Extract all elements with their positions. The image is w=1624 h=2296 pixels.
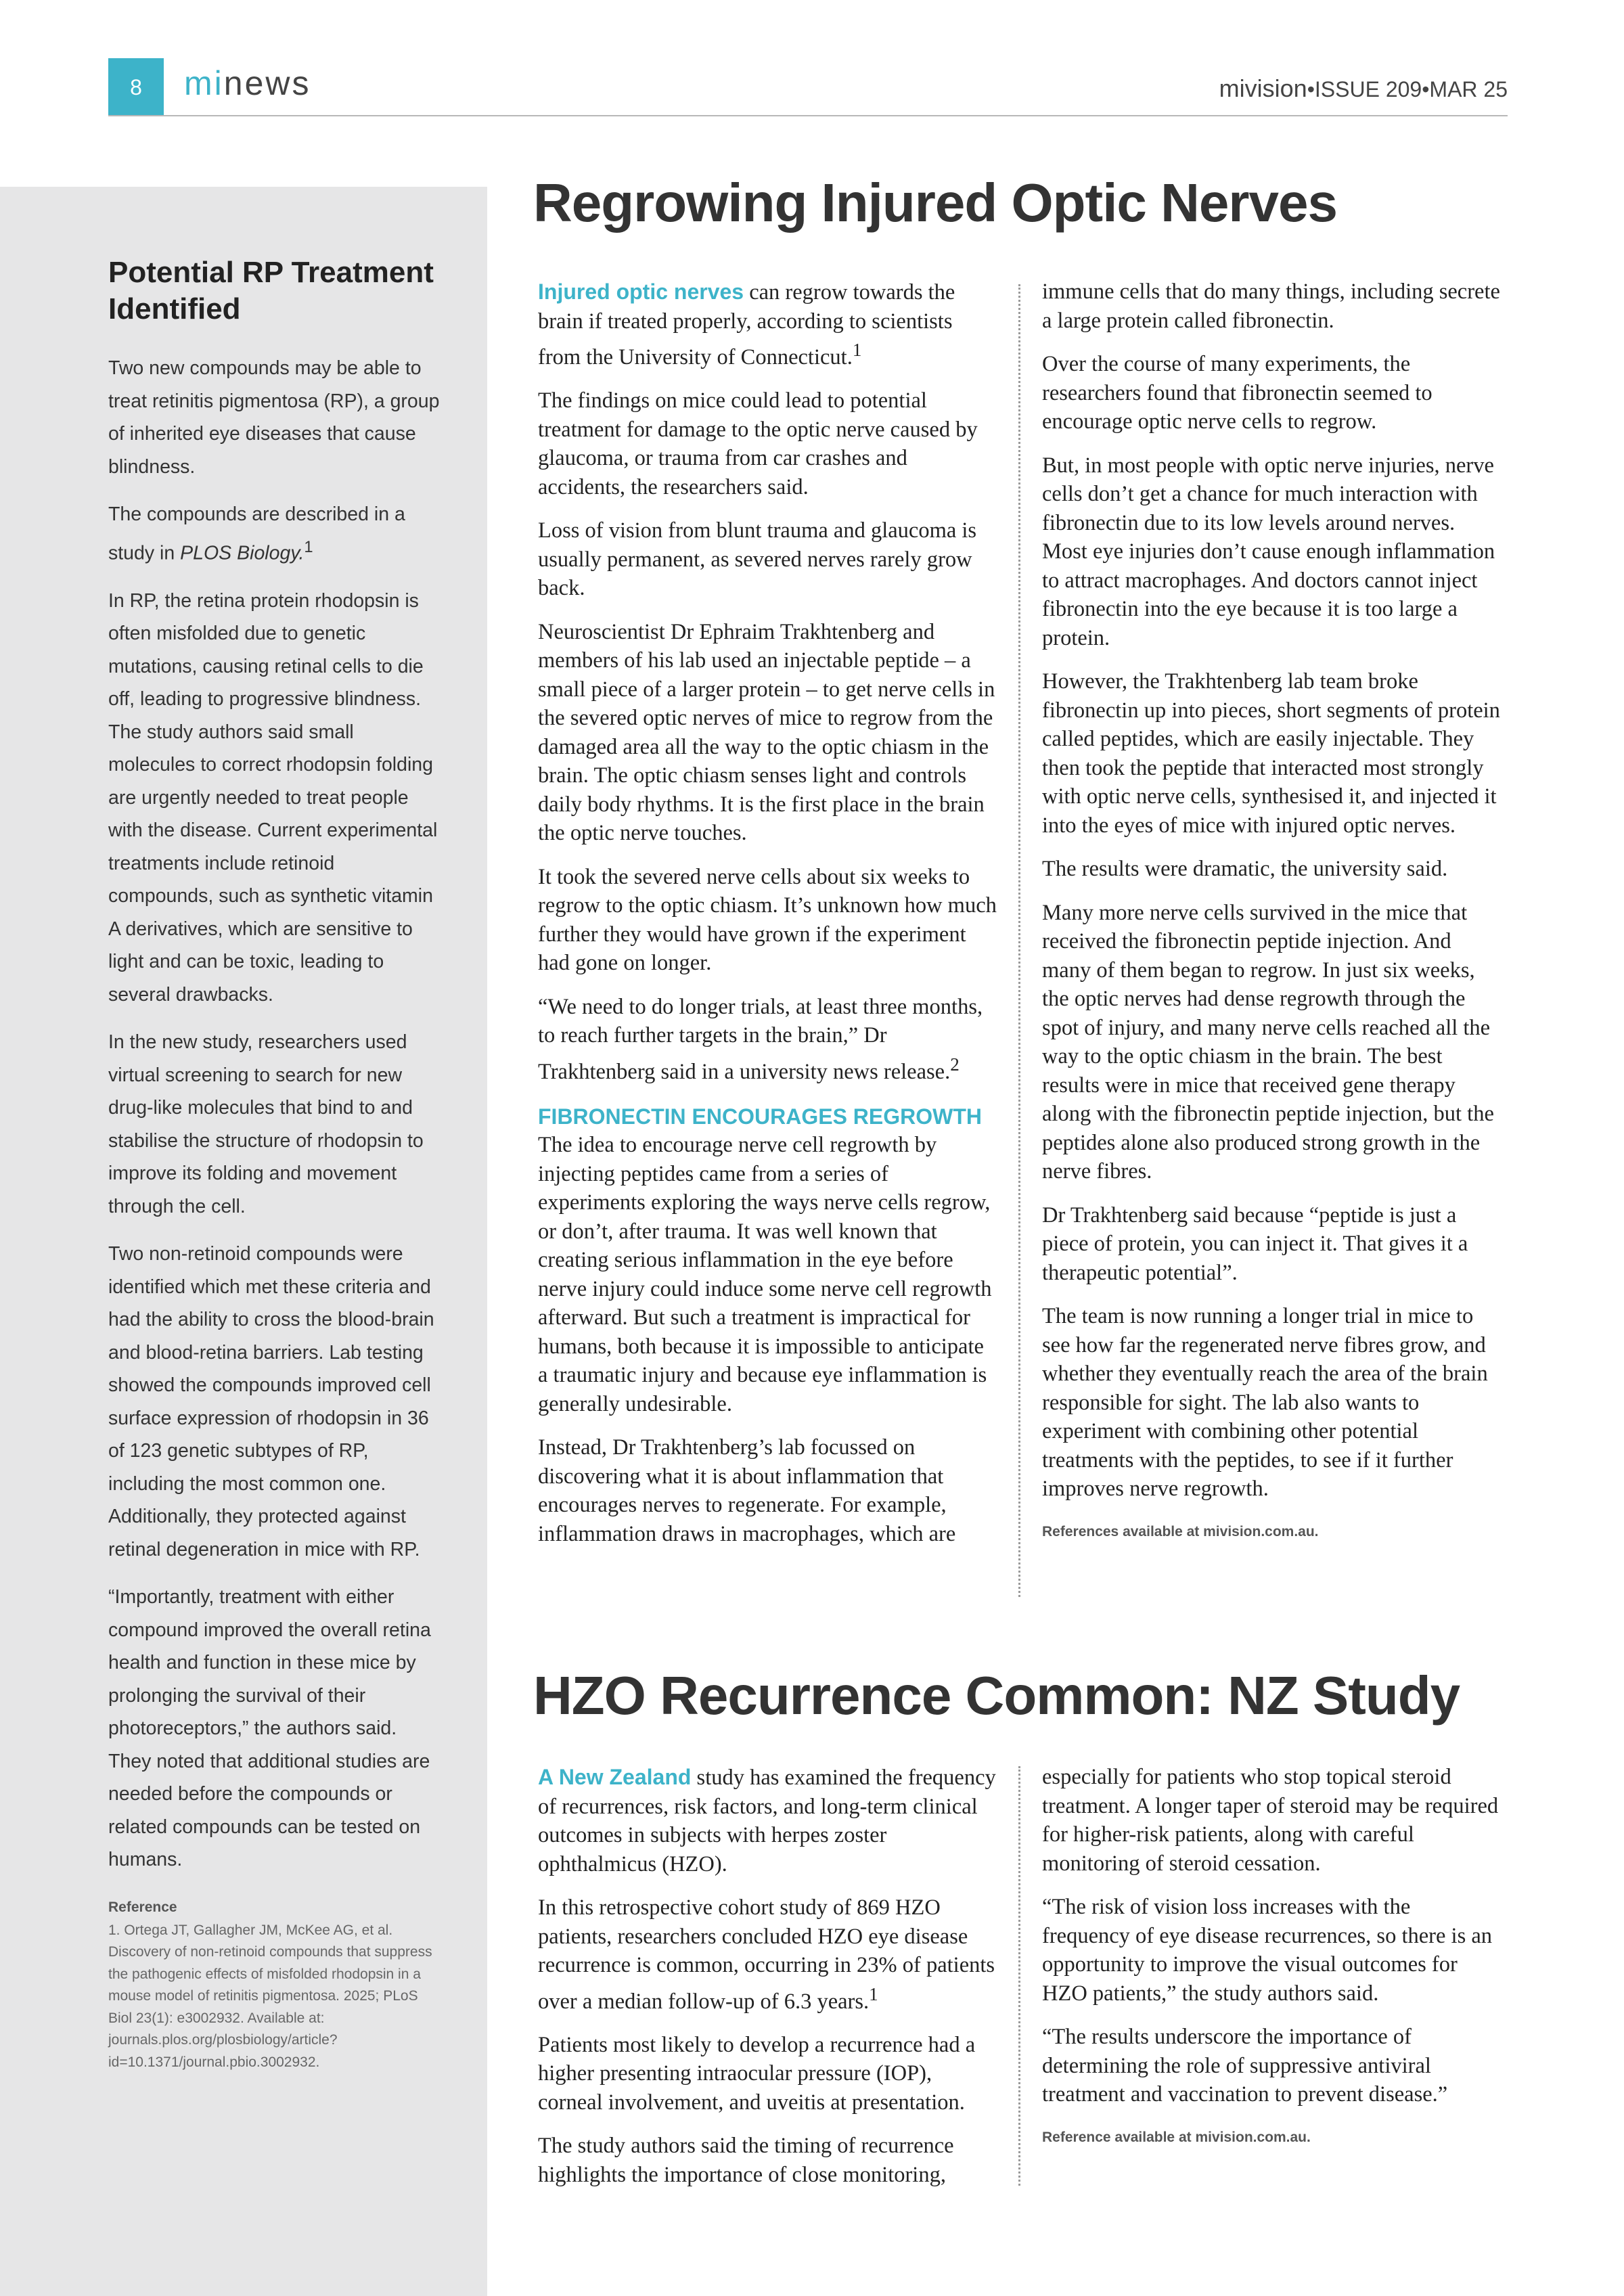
sidebar-paragraph: In RP, the retina protein rhodopsin is often misfolded due to genetic mutations, causing retinal cells to die off, leading to progressive blindness. The study authors said small molecules to correct rhodopsin folding are urgently needed to treat people with the disease. Current experimental treatments include retinoid compounds, such as synthetic vitamin A derivatives, which are sensitive to light and can be toxic, leading to several drawbacks. xyxy=(108,589,438,1006)
article-paragraph: Patients most likely to develop a recurrence had a higher presenting intraocular pressure (IOP), corneal involvement, and uveitis at presentation. xyxy=(538,2032,976,2115)
section-logo-news: news xyxy=(223,64,311,102)
p1-rest: can regrow towards the brain if treated properly, according to scientists from the University of Connecticut. xyxy=(538,280,955,369)
article-paragraph xyxy=(538,277,998,372)
p2-text: In this retrospective cohort study of 869 HZO patients, researchers concluded HZO eye disease recurrence is common, occurring in 23% of patients over a median follow-up of 6.3 years. xyxy=(538,1895,995,2014)
journal-name: PLOS Biology. xyxy=(180,542,304,564)
article-paragraph: immune cells that do many things, including secrete a large protein called fibronectin. xyxy=(1042,279,1500,333)
article-paragraph xyxy=(538,1763,998,1878)
section-logo-mi: mi xyxy=(184,64,224,102)
p1-rest: study has examined the frequency of recurrences, risk factors, and long-term clinical outcomes in subjects with herpes zoster ophthalmicus (HZO). xyxy=(538,1765,996,1876)
article-column-right xyxy=(1042,1763,1502,2146)
sep-2: • xyxy=(1422,77,1430,102)
article-paragraph: The results were dramatic, the university said. xyxy=(1042,857,1448,881)
sidebar-paragraph xyxy=(108,498,443,570)
issue-info xyxy=(1219,74,1508,103)
issue-date: MAR 25 xyxy=(1429,77,1508,102)
sidebar-p2-text: The compounds are described in a study in xyxy=(108,503,405,564)
lead-in: Injured optic nerves xyxy=(538,279,744,304)
article-paragraph: especially for patients who stop topical steroid treatment. A longer taper of steroid may be required for higher-risk patients, along with careful monitoring of steroid cessation. xyxy=(1042,1765,1499,1876)
issue-number: ISSUE 209 xyxy=(1314,77,1422,102)
article-paragraph: Many more nerve cells survived in the mice that received the fibronectin peptide injection. And many of them began to regrow. In just six weeks, the optic nerves had dense regrowth through the spot of injury, and many nerve cells reached all the way to the optic chiasm in the brain. The best results were in mice that received gene therapy along with the fibronectin peptide injection, but the peptides alone also produced strong growth in the nerve fibres. xyxy=(1042,900,1494,1184)
article-column-left xyxy=(538,1763,998,2204)
article-paragraph: The study authors said the timing of recurrence highlights the importance of close monitoring, xyxy=(538,2134,954,2187)
article-paragraph: Loss of vision from blunt trauma and glaucoma is usually permanent, as severed nerves rarely grow back. xyxy=(538,518,977,601)
p6-text: “We need to do longer trials, at least three months, to reach further targets in the brain,” Dr Trakhtenberg said in a university news release. xyxy=(538,994,983,1084)
lead-in: A New Zealand xyxy=(538,1765,692,1789)
sidebar xyxy=(0,187,487,2296)
sidebar-paragraph: Two non-retinoid compounds were identified which met these criteria and had the ability to cross the blood-brain and blood-retina barriers. Lab testing showed the compounds improved cell surface expression of rhodopsin in 36 of 123 genetic subtypes of RP, including the most common one. Additionally, they protected against retinal degeneration in mice with RP. xyxy=(108,1243,434,1560)
article-paragraph: But, in most people with optic nerve injuries, nerve cells don’t get a chance for much interaction with fibronectin due to its low levels around nerves. Most eye injuries don’t cause enough inflammation to attract macrophages. And doctors cannot inject fibronectin into the eye because it is too large a protein. xyxy=(1042,453,1495,650)
footnote-marker: 1 xyxy=(869,1983,878,2004)
article-column-right xyxy=(1042,277,1502,1540)
sidebar-paragraph: “Importantly, treatment with either compound improved the overall retina health and function in these mice by prolonging the survival of their photoreceptors,” the authors said. They noted that additional studies are needed before the compounds or related compounds can be tested on humans. xyxy=(108,1586,431,1870)
reference-note: Reference available at mivision.com.au. xyxy=(1042,2129,1311,2145)
article-paragraph: Over the course of many experiments, the researchers found that fibronectin seemed to encourage optic nerve cells to regrow. xyxy=(1042,352,1433,434)
article-paragraph: Neuroscientist Dr Ephraim Trakhtenberg and members of his lab used an injectable peptide – a small piece of a larger protein – to get nerve cells in the severed optic nerves of mice to regrow from the damaged area all the way to the optic chiasm in the brain. The optic chiasm senses light and controls daily body rhythms. It is the first place in the brain the optic nerve touches. xyxy=(538,619,995,846)
article-paragraph: “The results underscore the importance of determining the role of suppressive antiviral treatment and vaccination to prevent disease.” xyxy=(1042,2025,1448,2107)
footnote-marker: 1 xyxy=(852,340,862,360)
reference-note: References available at mivision.com.au. xyxy=(1042,1523,1319,1539)
page-number: 8 xyxy=(108,58,164,116)
article-paragraph: The idea to encourage nerve cell regrowth by injecting peptides came from a series of experiments exploring the ways nerve cells regrow, or don’t, after trauma. It was well known that creating serious inflammation in the eye before nerve injury could induce some nerve cell regrowth afterward. But such a treatment is impractical for humans, both because it is impossible to anticipate a traumatic injury and because eye inflammation is generally undesirable. xyxy=(538,1133,992,1416)
reference-heading: Reference xyxy=(108,1899,177,1915)
header-rule xyxy=(108,115,1508,116)
sidebar-paragraph: In the new study, researchers used virtual screening to search for new drug-like molecules that bind to and stabilise the structure of rhodopsin to improve its folding and movement through the cell. xyxy=(108,1031,424,1217)
section-logo xyxy=(184,64,311,103)
article-title: HZO Recurrence Common: NZ Study xyxy=(533,1665,1460,1726)
subheading: FIBRONECTIN ENCOURAGES REGROWTH xyxy=(538,1104,982,1129)
sidebar-paragraph: Two new compounds may be able to treat retinitis pigmentosa (RP), a group of inherited eye diseases that cause blindness. xyxy=(108,357,440,478)
article-paragraph xyxy=(538,1893,998,2016)
article-paragraph: The findings on mice could lead to potential treatment for damage to the optic nerve caused by glaucoma, or trauma from car crashes and accidents, the researchers said. xyxy=(538,388,978,499)
column-divider xyxy=(1018,284,1020,1597)
footnote-marker: 2 xyxy=(950,1054,960,1075)
sep-1: • xyxy=(1307,77,1315,102)
article-paragraph: The team is now running a longer trial in mice to see how far the regenerated nerve fibres grow, and whether they eventually reach the area of the brain responsible for sight. The lab also wants to experiment with combining other potential treatments with the peptides, to see if it further improves nerve regrowth. xyxy=(1042,1304,1488,1501)
article-paragraph: It took the severed nerve cells about six weeks to regrow to the optic chiasm. It’s unknown how much further they would have grown if the experiment had gone on longer. xyxy=(538,864,997,976)
sidebar-title: Potential RP Treatment Identified xyxy=(108,256,434,325)
article-paragraph: Instead, Dr Trakhtenberg’s lab focussed on discovering what it is about inflammation that encourages nerves to regenerate. For example, inflammation draws in macrophages, which are xyxy=(538,1435,956,1546)
article-paragraph: “The risk of vision loss increases with the frequency of eye disease recurrences, so there is an opportunity to improve the visual outcomes for HZO patients,” the study authors said. xyxy=(1042,1895,1493,2006)
article-paragraph: However, the Trakhtenberg lab team broke fibronectin up into pieces, short segments of protein called peptides, which are easily injectable. They then took the peptide that interacted most strongly with optic nerve cells, synthesised it, and injected it into the eyes of mice with injured optic nerves. xyxy=(1042,669,1500,838)
article-column-left xyxy=(538,277,998,1563)
magazine-name: mivision xyxy=(1219,74,1307,102)
sidebar-article xyxy=(108,254,443,2073)
article-title: Regrowing Injured Optic Nerves xyxy=(533,173,1338,233)
reference-text: 1. Ortega JT, Gallagher JM, McKee AG, et al. Discovery of non-retinoid compounds that suppress the pathogenic effects of misfolded rhodopsin in a mouse model of retinitis pigmentosa. 2025; PLoS Biol 23(1): e3002932. Available at: journals.plos.org/plosbiology/article?id=10.1371/journal.pbio.3002932. xyxy=(108,1922,432,2070)
footnote-marker: 1 xyxy=(304,537,313,556)
article-paragraph: Dr Trakhtenberg said because “peptide is just a piece of protein, you can inject it. That gives it a therapeutic potential”. xyxy=(1042,1202,1468,1285)
column-divider xyxy=(1018,1766,1020,2186)
article-paragraph xyxy=(538,993,998,1086)
